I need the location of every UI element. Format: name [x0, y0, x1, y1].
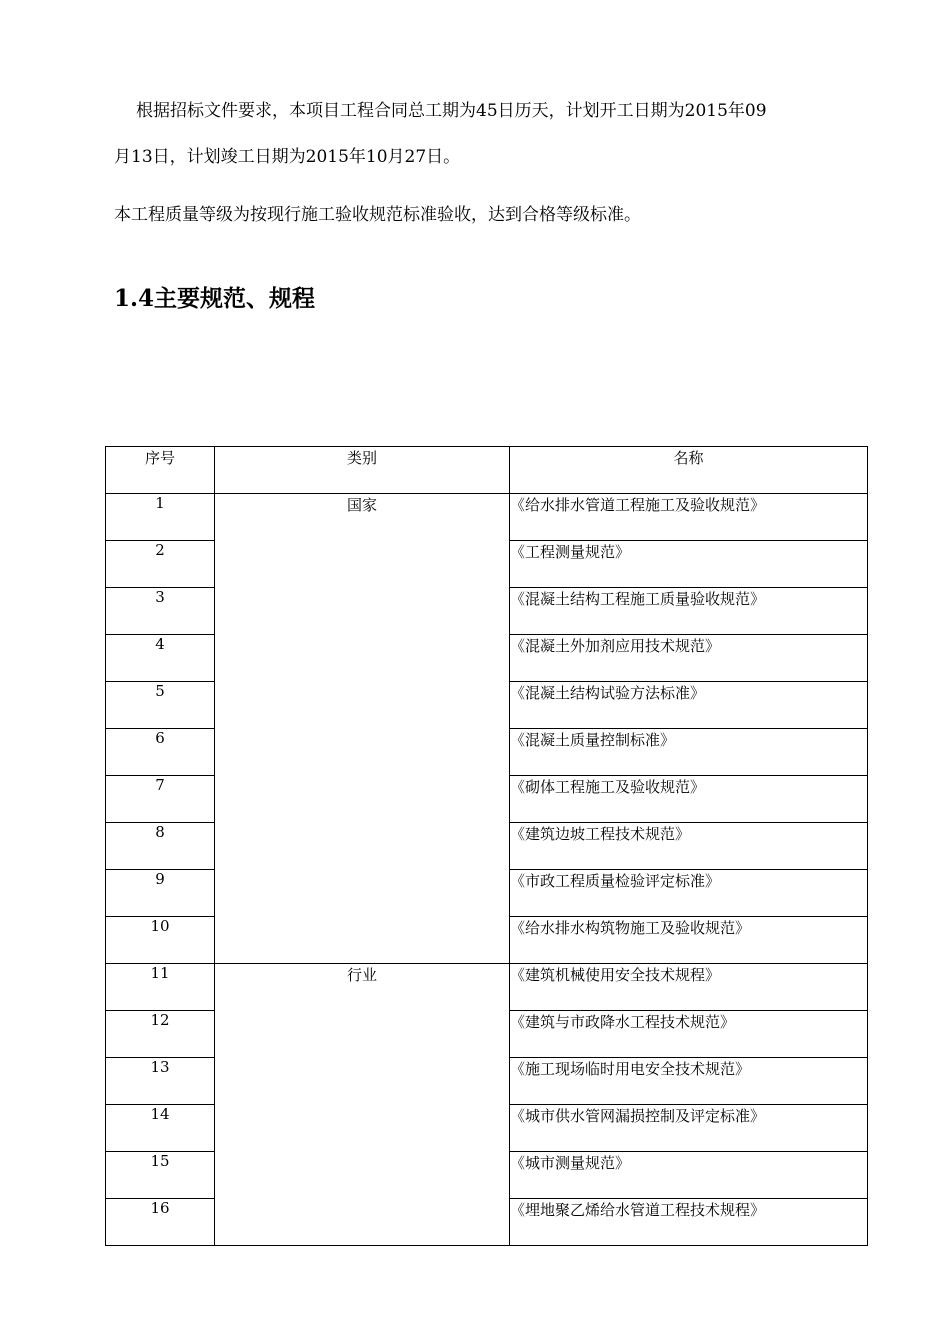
- row-number: 8: [106, 823, 215, 870]
- row-number: 10: [106, 917, 215, 964]
- intro-paragraph-line-2: 月13日，计划竣工日期为2015年10月27日。: [114, 147, 461, 167]
- standard-name: 《给水排水构筑物施工及验收规范》: [510, 917, 868, 964]
- row-number: 2: [106, 541, 215, 588]
- table-row: [106, 964, 868, 1011]
- row-number: 16: [106, 1199, 215, 1246]
- table-row: [106, 494, 868, 541]
- standard-name: 《给水排水管道工程施工及验收规范》: [510, 494, 868, 541]
- category-cell: 国家: [215, 494, 510, 964]
- standard-name: 《混凝土外加剂应用技术规范》: [510, 635, 868, 682]
- row-number: 6: [106, 729, 215, 776]
- row-number: 7: [106, 776, 215, 823]
- row-number: 11: [106, 964, 215, 1011]
- row-number: 15: [106, 1152, 215, 1199]
- row-number: 4: [106, 635, 215, 682]
- quality-paragraph: 本工程质量等级为按现行施工验收规范标准验收，达到合格等级标准。: [114, 205, 641, 225]
- row-number: 5: [106, 682, 215, 729]
- intro-paragraph-line-1: 根据招标文件要求，本项目工程合同总工期为45日历天，计划开工日期为2015年09: [136, 101, 767, 121]
- row-number: 14: [106, 1105, 215, 1152]
- standard-name: 《建筑机械使用安全技术规程》: [510, 964, 868, 1011]
- row-number: 12: [106, 1011, 215, 1058]
- standard-name: 《混凝土结构工程施工质量验收规范》: [510, 588, 868, 635]
- section-heading: 1.4主要规范、规程: [114, 285, 316, 312]
- standard-name: 《混凝土结构试验方法标准》: [510, 682, 868, 729]
- row-number: 3: [106, 588, 215, 635]
- header-number: 序号: [106, 447, 215, 494]
- standard-name: 《建筑边坡工程技术规范》: [510, 823, 868, 870]
- row-number: 13: [106, 1058, 215, 1105]
- standard-name: 《砌体工程施工及验收规范》: [510, 776, 868, 823]
- header-category: 类别: [215, 447, 510, 494]
- header-name: 名称: [510, 447, 868, 494]
- row-number: 1: [106, 494, 215, 541]
- standard-name: 《市政工程质量检验评定标准》: [510, 870, 868, 917]
- standard-name: 《施工现场临时用电安全技术规范》: [510, 1058, 868, 1105]
- standards-table: [105, 446, 868, 1246]
- standard-name: 《工程测量规范》: [510, 541, 868, 588]
- standard-name: 《建筑与市政降水工程技术规范》: [510, 1011, 868, 1058]
- standard-name: 《混凝土质量控制标准》: [510, 729, 868, 776]
- standard-name: 《城市测量规范》: [510, 1152, 868, 1199]
- standard-name: 《城市供水管网漏损控制及评定标准》: [510, 1105, 868, 1152]
- table-header-row: [106, 447, 868, 494]
- category-cell: 行业: [215, 964, 510, 1246]
- row-number: 9: [106, 870, 215, 917]
- standard-name: 《埋地聚乙烯给水管道工程技术规程》: [510, 1199, 868, 1246]
